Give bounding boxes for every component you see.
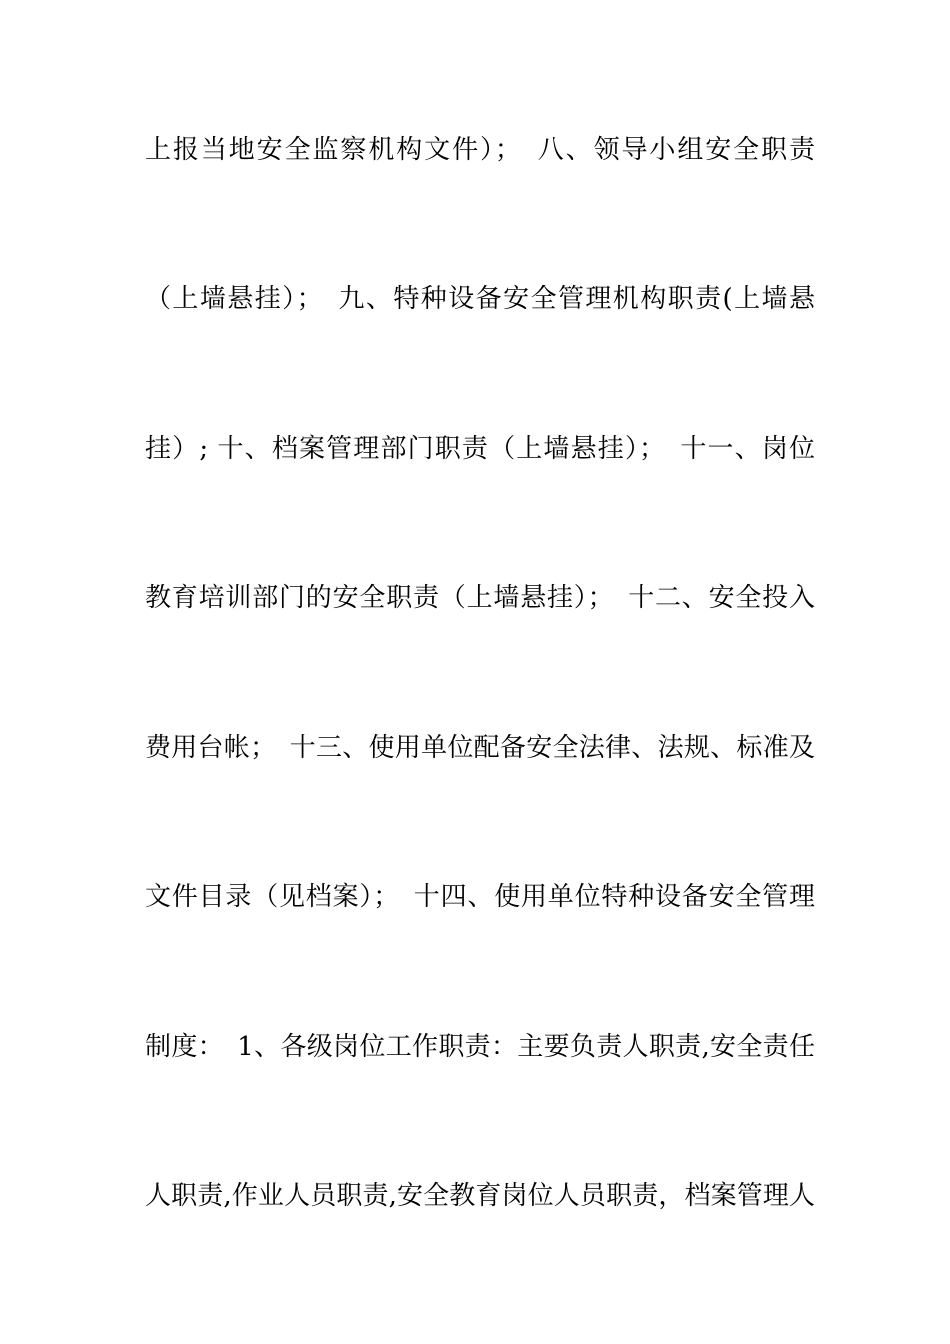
- text-line-1: 上报当地安全监察机构文件）； 八、领导小组安全职责: [145, 135, 815, 165]
- text-line-2: （上墙悬挂）； 九、特种设备安全管理机构职责(上墙悬: [145, 284, 815, 314]
- text-line-5: 费用台帐； 十三、使用单位配备安全法律、法规、标准及: [145, 733, 815, 763]
- text-line-4: 教育培训部门的安全职责（上墙悬挂）； 十二、安全投入: [145, 583, 815, 613]
- text-line-8: 人职责,作业人员职责,安全教育岗位人员职责，档案管理人: [145, 1181, 815, 1211]
- text-line-3: 挂）; 十、档案管理部门职责（上墙悬挂）； 十一、岗位: [145, 434, 815, 464]
- text-line-7: 制度： 1、各级岗位工作职责：主要负责人职责,安全责任: [145, 1032, 815, 1062]
- text-line-6: 文件目录（见档案）； 十四、使用单位特种设备安全管理: [145, 882, 815, 912]
